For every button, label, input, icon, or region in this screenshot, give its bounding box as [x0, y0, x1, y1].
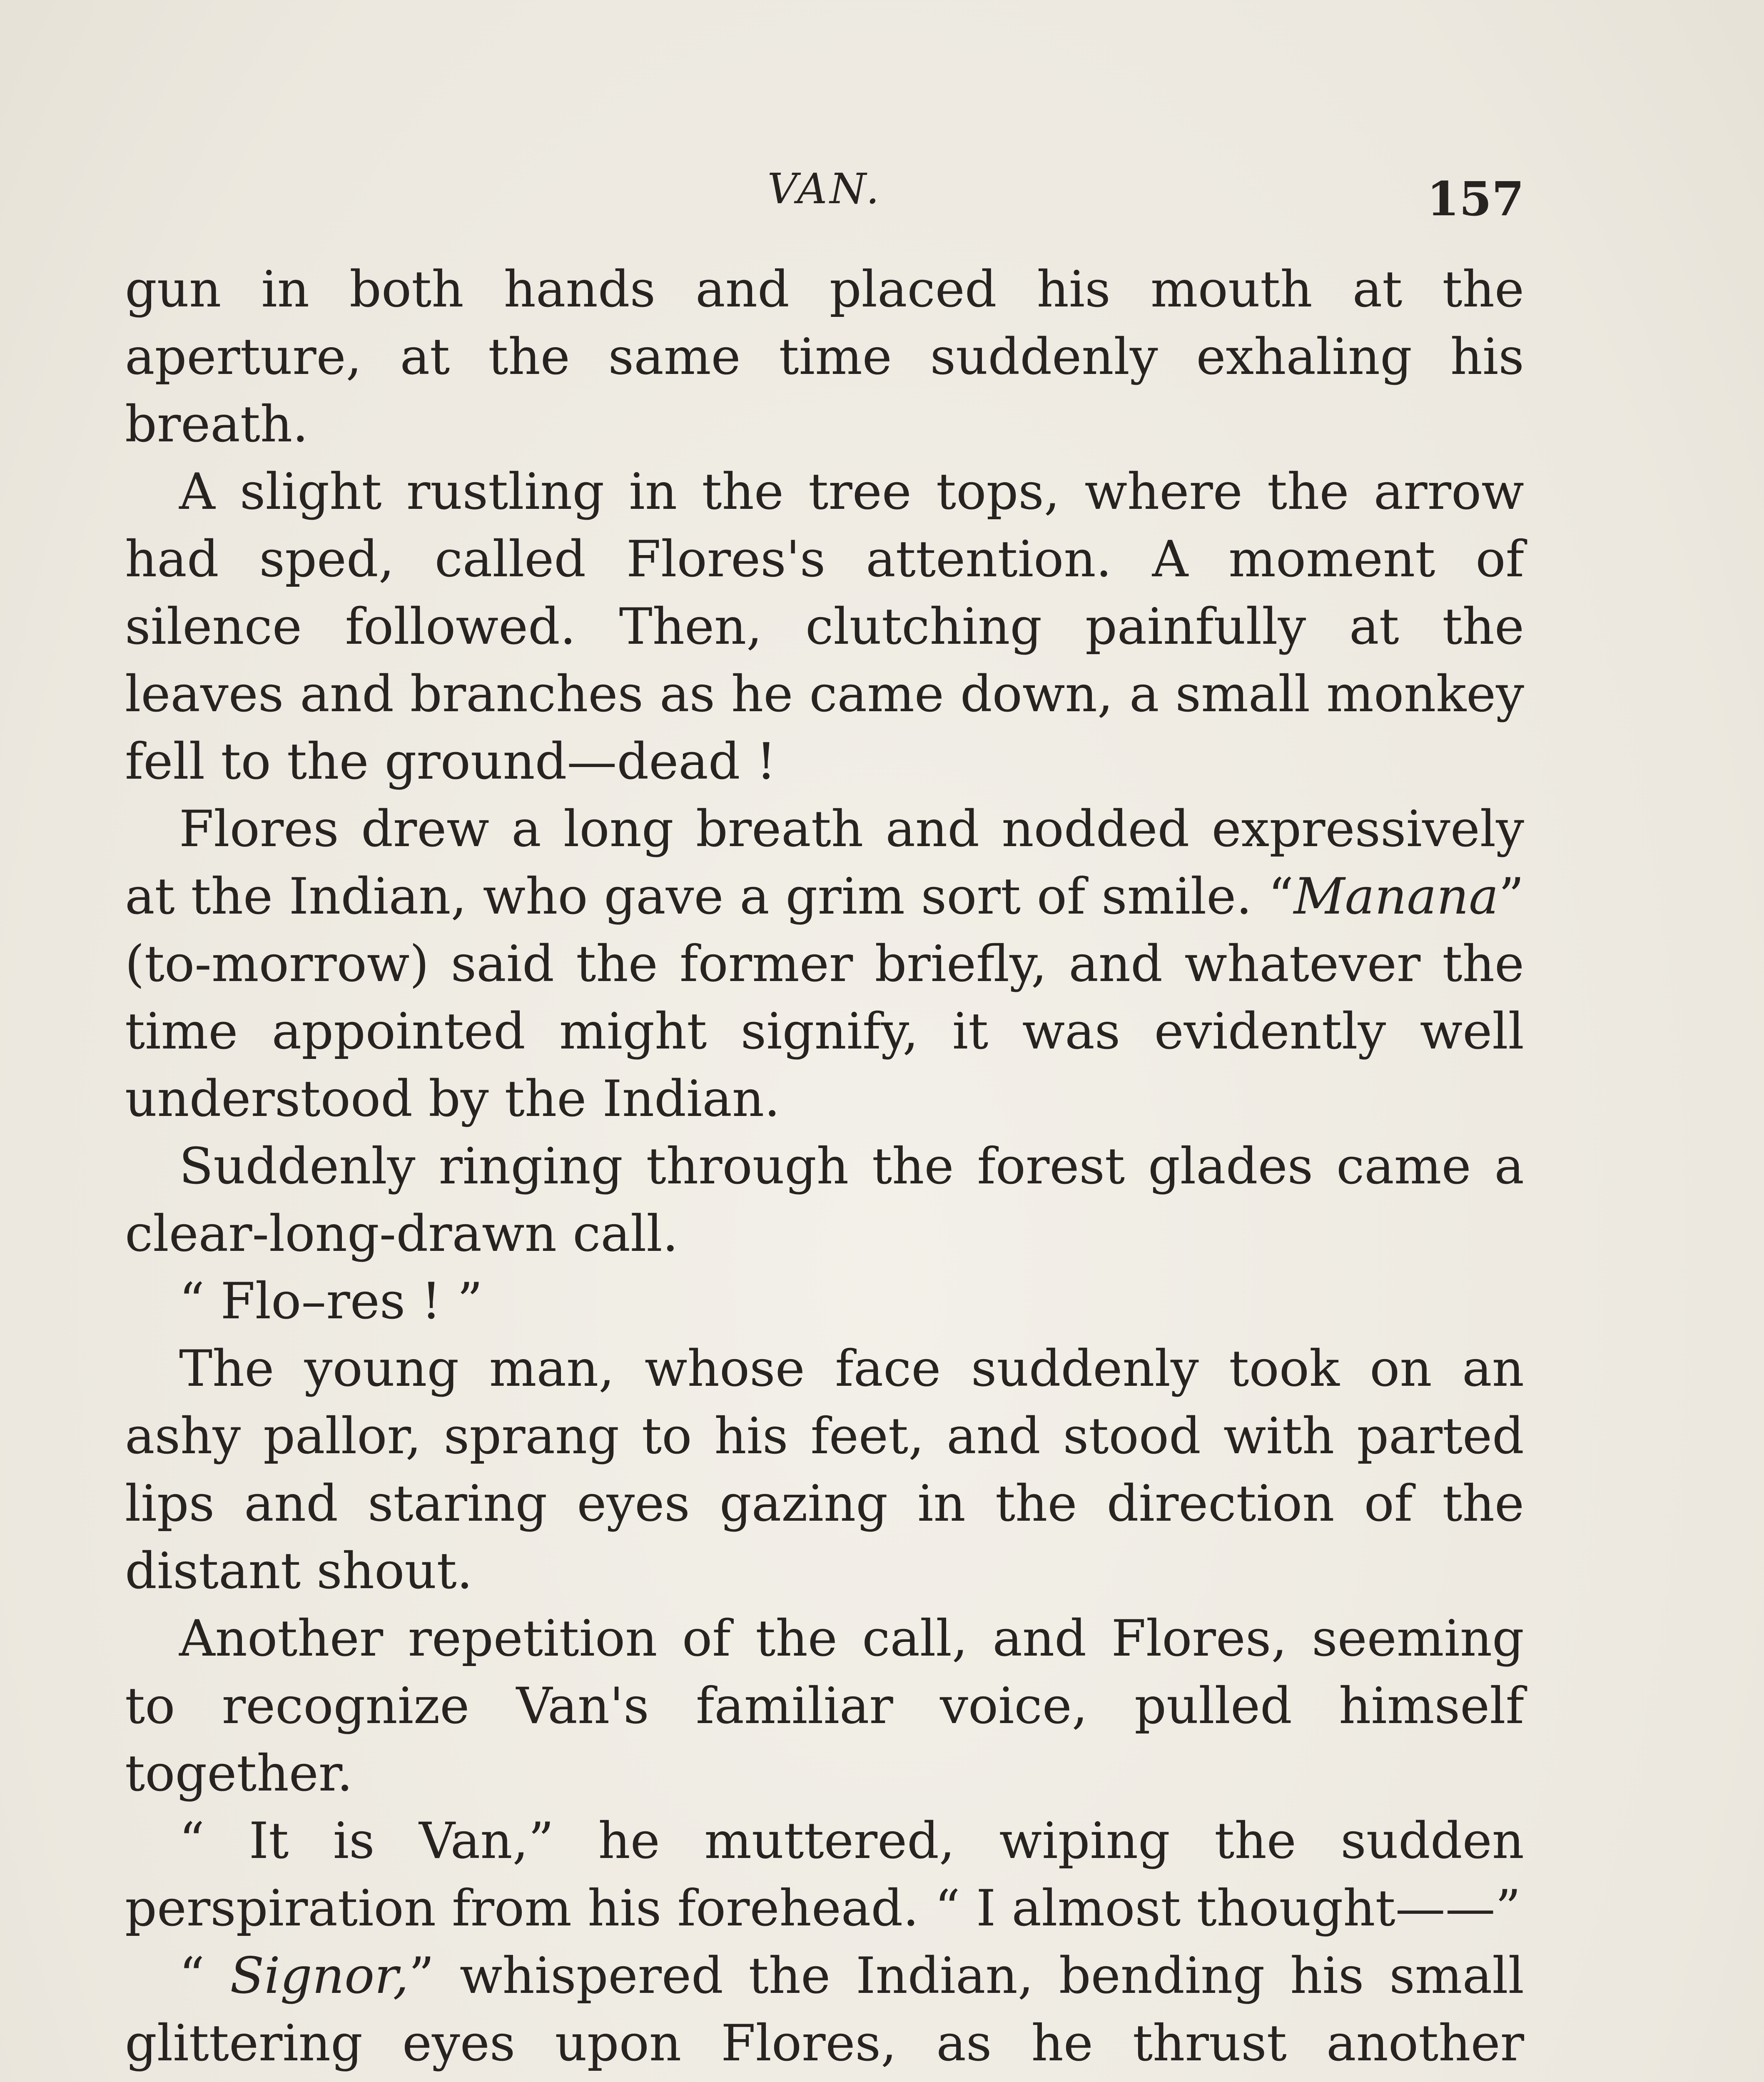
paragraph	[125, 458, 1524, 796]
text-run: Flores drew a long breath and nodded expressively at the Indian, who gave a grim sort of smile. “	[125, 800, 1524, 926]
paragraph	[125, 1335, 1524, 1605]
paragraph	[125, 1943, 1524, 2082]
text-run: Another repetition of the call, and Flores, seeming to recognize Van's familiar voice, pulled himself together.	[125, 1610, 1524, 1803]
text-run: Suddenly ringing through the forest glades came a clear-long-drawn call.	[125, 1138, 1524, 1263]
text-run: “	[179, 1947, 230, 2005]
italic-phrase: Signor,	[230, 1947, 409, 2005]
body-text	[125, 256, 1524, 2082]
paragraph	[125, 1268, 1524, 1335]
text-run: A slight rustling in the tree tops, where the arrow had sped, called Flores's attention. A moment of silence followed. Then, clutching painfully at the leaves and branches as he came down, a small monkey fell to the ground—dead !	[125, 463, 1524, 791]
paragraph	[125, 1133, 1524, 1268]
page-number: 157	[1427, 172, 1524, 227]
italic-phrase: Manana	[1293, 868, 1499, 926]
running-head	[125, 164, 1524, 227]
paragraph	[125, 1808, 1524, 1943]
text-run: ” whispered the Indian, bending his small glittering eyes upon Flores, as he thrust another	[125, 1947, 1524, 2072]
text-run: gun in both hands and placed his mouth at the aperture, at the same time suddenly exhaling his breath.	[125, 261, 1524, 453]
paragraph	[125, 796, 1524, 1133]
text-run: The young man, whose face suddenly took on an ashy pallor, sprang to his feet, and stood with parted lips and staring eyes gazing in the direction of the distant shout.	[125, 1340, 1524, 1600]
text-run: “ It is Van,” he muttered, wiping the sudden perspiration from his forehead. “ I almost thought——”	[125, 1812, 1524, 1938]
paragraph	[125, 256, 1524, 458]
running-title: VAN.	[767, 164, 882, 213]
text-run: “ Flo–res ! ”	[179, 1273, 483, 1330]
paragraph	[125, 1605, 1524, 1808]
text-run: ” (to-morrow) said the former briefly, and whatever the time appointed might signify, it was evidently well understood by the Indian.	[125, 868, 1524, 1128]
